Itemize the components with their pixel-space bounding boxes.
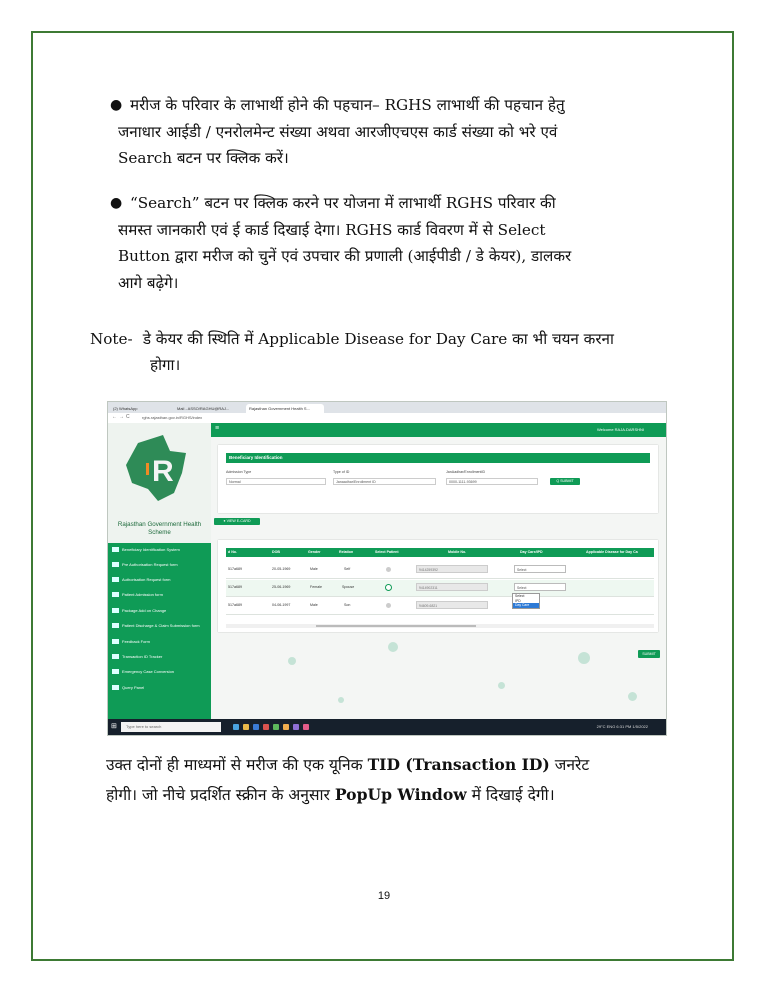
text-line: मरीज के परिवार के लाभार्थी होने की पहचान– RGHS लाभार्थी की पहचान हेतु bbox=[130, 96, 565, 114]
emergency-icon bbox=[112, 669, 119, 674]
text-run: होगी। जो नीचे प्रदर्शित स्क्रीन के अनुसार bbox=[106, 786, 335, 804]
package-icon bbox=[112, 608, 119, 613]
dropdown-option[interactable]: Select bbox=[515, 594, 525, 598]
text-run: में दिखाई देगी। bbox=[466, 786, 555, 804]
column-header: Day Care/IPD bbox=[520, 550, 543, 554]
select-patient-radio[interactable] bbox=[386, 567, 391, 572]
sidebar-item-auth[interactable]: Authorisation Request form bbox=[112, 577, 170, 582]
note-text: डे केयर की स्थिति में Applicable Disease for Day Care का भी चयन करना bbox=[142, 330, 614, 348]
mobile-field: 9414902311 bbox=[416, 583, 488, 591]
windows-start-icon[interactable]: ⊞ bbox=[111, 723, 117, 730]
column-header: Mobile No. bbox=[448, 550, 467, 554]
browser-tab-bar bbox=[108, 402, 666, 413]
sidebar bbox=[108, 423, 211, 719]
family-table-card bbox=[218, 540, 658, 632]
janaadhar-input[interactable]: 0000-1111-93699 bbox=[446, 478, 538, 485]
brand-name: Rajasthan Government Health Scheme bbox=[117, 521, 202, 536]
table-row: 517a689 25-06-1969 Female Spouse 9414902311 Select bbox=[226, 580, 654, 597]
table-row: 517a689 04-06-1997 Male Son 94609-6821 bbox=[226, 598, 654, 615]
dropdown-option[interactable]: IPD bbox=[515, 598, 521, 603]
bold-text: PopUp Window bbox=[334, 785, 467, 804]
form-icon bbox=[112, 592, 119, 597]
taskbar-search[interactable]: Type here to search bbox=[121, 722, 221, 732]
form-icon bbox=[112, 623, 119, 628]
embedded-screenshot bbox=[108, 402, 666, 735]
admission-label: Admission Type bbox=[226, 470, 252, 474]
note-text: होगा। bbox=[150, 356, 181, 374]
decor-dot bbox=[338, 697, 344, 703]
column-header: Applicable Disease for Day Ca bbox=[586, 550, 638, 554]
browser-tab[interactable]: (2) WhatsApp bbox=[113, 406, 138, 411]
select-patient-radio[interactable] bbox=[386, 603, 391, 608]
text-line: Button द्वारा मरीज को चुनें एवं उपचार की प्रणाली (आईपीडी / डे केयर), डालकर bbox=[118, 247, 572, 265]
page-number: 19 bbox=[377, 890, 391, 902]
janaadhar-label: JanAadhar/EnrollmentID bbox=[446, 470, 486, 474]
svg-text:R: R bbox=[152, 455, 174, 488]
sidebar-item-query[interactable]: Query Panel bbox=[112, 685, 144, 690]
horizontal-scrollbar[interactable] bbox=[226, 624, 654, 628]
person-icon bbox=[112, 547, 119, 552]
app-header bbox=[211, 423, 666, 437]
submit-button-2[interactable]: SUBMIT bbox=[638, 650, 660, 658]
sidebar-item-preauth[interactable]: Pre Authorisation Request form bbox=[112, 562, 178, 567]
dropdown-option[interactable]: Day Care bbox=[513, 603, 539, 608]
sidebar-item-admission[interactable]: Patient Admission form bbox=[112, 592, 163, 597]
paragraph-tid bbox=[106, 750, 686, 810]
beneficiary-card bbox=[218, 445, 658, 513]
taskbar-app-icon[interactable] bbox=[263, 724, 269, 730]
browser-tab[interactable]: Mail - ASSO/RAGHU@RAJ... bbox=[177, 406, 230, 411]
decor-dot bbox=[578, 652, 590, 664]
paragraph-identification bbox=[110, 92, 678, 172]
taskbar-app-icon[interactable] bbox=[243, 724, 249, 730]
form-icon bbox=[112, 577, 119, 582]
card-title: Beneficiary Identification bbox=[226, 453, 650, 463]
paragraph-search-result bbox=[110, 190, 678, 296]
note bbox=[90, 326, 690, 378]
taskbar-app-icon[interactable] bbox=[293, 724, 299, 730]
view-ecard-button[interactable]: ● VIEW E-CARD bbox=[214, 518, 260, 525]
rghs-logo-icon bbox=[108, 423, 211, 518]
sidebar-item-tid-tracker[interactable]: Transaction ID Tracker bbox=[112, 654, 162, 659]
admission-select[interactable]: Normal bbox=[226, 478, 326, 485]
query-icon bbox=[112, 685, 119, 690]
bullet: ● bbox=[110, 97, 123, 113]
sidebar-item-bis[interactable]: Beneficiary Identification System bbox=[112, 547, 180, 552]
system-tray: 29°C ENG 6:31 PM 1/5/2022 bbox=[596, 724, 648, 729]
hamburger-icon[interactable]: ≡ bbox=[215, 425, 220, 432]
url-text[interactable]: rghs.rajasthan.gov.in/RGHS/index bbox=[142, 415, 203, 420]
sidebar-item-feedback[interactable]: Feedback Form bbox=[112, 639, 150, 644]
taskbar-app-icon[interactable] bbox=[233, 724, 239, 730]
taskbar-app-icon[interactable] bbox=[283, 724, 289, 730]
column-header: d No. bbox=[228, 550, 237, 554]
feedback-icon bbox=[112, 639, 119, 644]
daycare-select[interactable]: Select bbox=[514, 583, 566, 591]
column-header: Select Patient bbox=[375, 550, 399, 554]
submit-button[interactable]: Q SUBMIT bbox=[550, 478, 580, 485]
text-line: समस्त जानकारी एवं ई कार्ड दिखाई देगा। RGHS कार्ड विवरण में से Select bbox=[118, 220, 546, 239]
text-run: जनरेट bbox=[549, 756, 590, 774]
decor-dot bbox=[628, 692, 637, 701]
form-icon bbox=[112, 562, 119, 567]
column-header: Relation bbox=[339, 550, 354, 554]
sidebar-item-emergency[interactable]: Emergency Case Conversion bbox=[112, 669, 174, 674]
tracker-icon bbox=[112, 654, 119, 659]
bold-text: TID (Transaction ID) bbox=[367, 755, 550, 774]
sidebar-item-discharge[interactable]: Patient Discharge & Claim Submission form bbox=[112, 623, 200, 628]
note-label: Note- bbox=[90, 330, 133, 348]
taskbar-app-icon[interactable] bbox=[273, 724, 279, 730]
nav-arrows-icon[interactable]: ←→C bbox=[112, 414, 132, 420]
browser-tab[interactable]: Rajasthan Government Health S... bbox=[246, 404, 324, 413]
welcome-text: Welcome RAJA.DARSHNI bbox=[596, 427, 644, 432]
text-line: आगे बढ़ेगे। bbox=[118, 273, 179, 292]
text-line: जनाधार आईडी / एनरोलमेन्ट संख्या अथवा आरजीएचएस कार्ड संख्या को भरे एवं bbox=[118, 122, 558, 141]
column-header: Gender bbox=[308, 550, 321, 554]
decor-dot bbox=[498, 682, 505, 689]
select-patient-radio[interactable] bbox=[385, 584, 392, 591]
text-line: “Search” बटन पर क्लिक करने पर योजना में लाभार्थी RGHS परिवार की bbox=[130, 194, 556, 212]
taskbar-app-icon[interactable] bbox=[303, 724, 309, 730]
taskbar bbox=[108, 719, 666, 735]
table-header bbox=[226, 548, 654, 557]
taskbar-app-icon[interactable] bbox=[253, 724, 259, 730]
logo-area bbox=[108, 423, 211, 543]
mobile-field: 9414259392 bbox=[416, 565, 488, 573]
bullet: ● bbox=[110, 195, 123, 211]
decor-dot bbox=[288, 657, 296, 665]
idtype-label: Type of ID bbox=[333, 470, 350, 474]
text-run: उक्त दोनों ही माध्यमों से मरीज की एक यूनिक bbox=[106, 756, 368, 774]
table-row: 517a689 20-05-1969 Male Self 9414259392 Select bbox=[226, 562, 654, 579]
daycare-dropdown[interactable] bbox=[512, 593, 540, 609]
text-line: Search बटन पर क्लिक करें। bbox=[118, 149, 289, 167]
idtype-select[interactable]: Janaadhar/Enrollment ID bbox=[333, 478, 436, 485]
sidebar-item-package[interactable]: Package Add on Change bbox=[112, 608, 166, 613]
decor-dot bbox=[388, 642, 398, 652]
mobile-field: 94609-6821 bbox=[416, 601, 488, 609]
column-header: DOB bbox=[272, 550, 280, 554]
daycare-select[interactable]: Select bbox=[514, 565, 566, 573]
